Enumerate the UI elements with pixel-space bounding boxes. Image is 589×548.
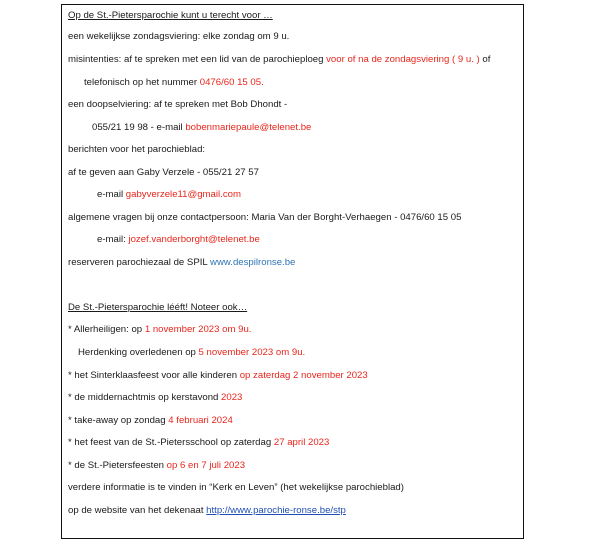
event-parish-feasts xyxy=(68,460,245,472)
intentions-suffix: of xyxy=(479,54,491,65)
contact-email: jozef.vanderborght@telenet.be xyxy=(128,234,260,245)
section-heading-events: De St.-Pietersparochie lééft! Noteer ook… xyxy=(68,302,248,313)
event-text: * de middernachtmis op kerstavond xyxy=(68,392,222,403)
event-sinterklaas xyxy=(68,370,368,382)
baptism-contact-line xyxy=(92,122,311,134)
event-date: 1 november 2023 om 9u. xyxy=(144,324,252,335)
event-text: * het Sinterklaasfeest voor alle kinderen xyxy=(68,370,240,381)
website-link[interactable]: http://www.parochie-ronse.be/stp xyxy=(206,505,346,516)
contact-email-label: e-mail: xyxy=(97,234,129,245)
contact-email-line xyxy=(97,234,260,246)
event-text: * de St.-Pietersfeesten xyxy=(68,460,167,471)
baptism-email: bobenmariepaule@telenet.be xyxy=(185,122,312,133)
website-line xyxy=(68,505,346,517)
mass-intentions-line xyxy=(68,54,490,66)
event-midnight-mass xyxy=(68,392,242,404)
phone-number: 0476/60 15 05. xyxy=(199,77,264,88)
newsletter-email-line xyxy=(97,189,241,201)
intentions-phone-line xyxy=(84,77,264,89)
more-info-line: verdere informatie is te vinden in “Kerk en Leven” (het wekelijkse parochieblad) xyxy=(68,482,404,493)
newsletter-email-label: e-mail xyxy=(97,189,126,200)
website-text: op de website van het dekenaat xyxy=(68,505,207,516)
event-take-away xyxy=(68,415,233,427)
newsletter-line: berichten voor het parochieblad: xyxy=(68,144,206,155)
parish-hall-line xyxy=(68,257,295,269)
baptism-phone: 055/21 19 98 - e-mail xyxy=(92,122,186,133)
event-date: 2023 xyxy=(221,392,243,403)
event-text: Herdenking overledenen op xyxy=(78,347,199,358)
event-date: 5 november 2023 om 9u. xyxy=(198,347,306,358)
sunday-service-line: een wekelijkse zondagsviering: elke zondag om 9 u. xyxy=(68,31,290,42)
baptism-line: een doopselviering: af te spreken met Bob Dhondt - xyxy=(68,99,288,110)
event-school-feast xyxy=(68,437,329,449)
event-text: * Allerheiligen: op xyxy=(68,324,145,335)
phone-label: telefonisch op het nummer xyxy=(84,77,200,88)
newsletter-email: gabyverzele11@gmail.com xyxy=(125,189,241,200)
parish-hall-text: reserveren parochiezaal de SPIL xyxy=(68,257,211,268)
event-all-saints xyxy=(68,324,251,336)
contact-person-line: algemene vragen bij onze contactpersoon: Maria Van der Borght-Verhaegen - 0476/60 15 05 xyxy=(68,212,462,223)
event-date: op 6 en 7 juli 2023 xyxy=(166,460,246,471)
section-heading-services: Op de St.-Pietersparochie kunt u terecht voor … xyxy=(68,10,273,21)
event-text: * take-away op zondag xyxy=(68,415,169,426)
event-date: op zaterdag 2 november 2023 xyxy=(239,370,368,381)
event-date: 4 februari 2024 xyxy=(168,415,233,426)
intentions-text: misintenties: af te spreken met een lid van de parochieploeg xyxy=(68,54,327,65)
event-text: * het feest van de St.-Pietersschool op zaterdag xyxy=(68,437,274,448)
event-date: 27 april 2023 xyxy=(273,437,330,448)
event-remembrance xyxy=(78,347,305,359)
parish-hall-link[interactable]: www.despilronse.be xyxy=(210,257,296,268)
newsletter-contact-line: af te geven aan Gaby Verzele - 055/21 27 57 xyxy=(68,167,259,178)
intentions-highlight: voor of na de zondagsviering ( 9 u. ) xyxy=(326,54,480,65)
